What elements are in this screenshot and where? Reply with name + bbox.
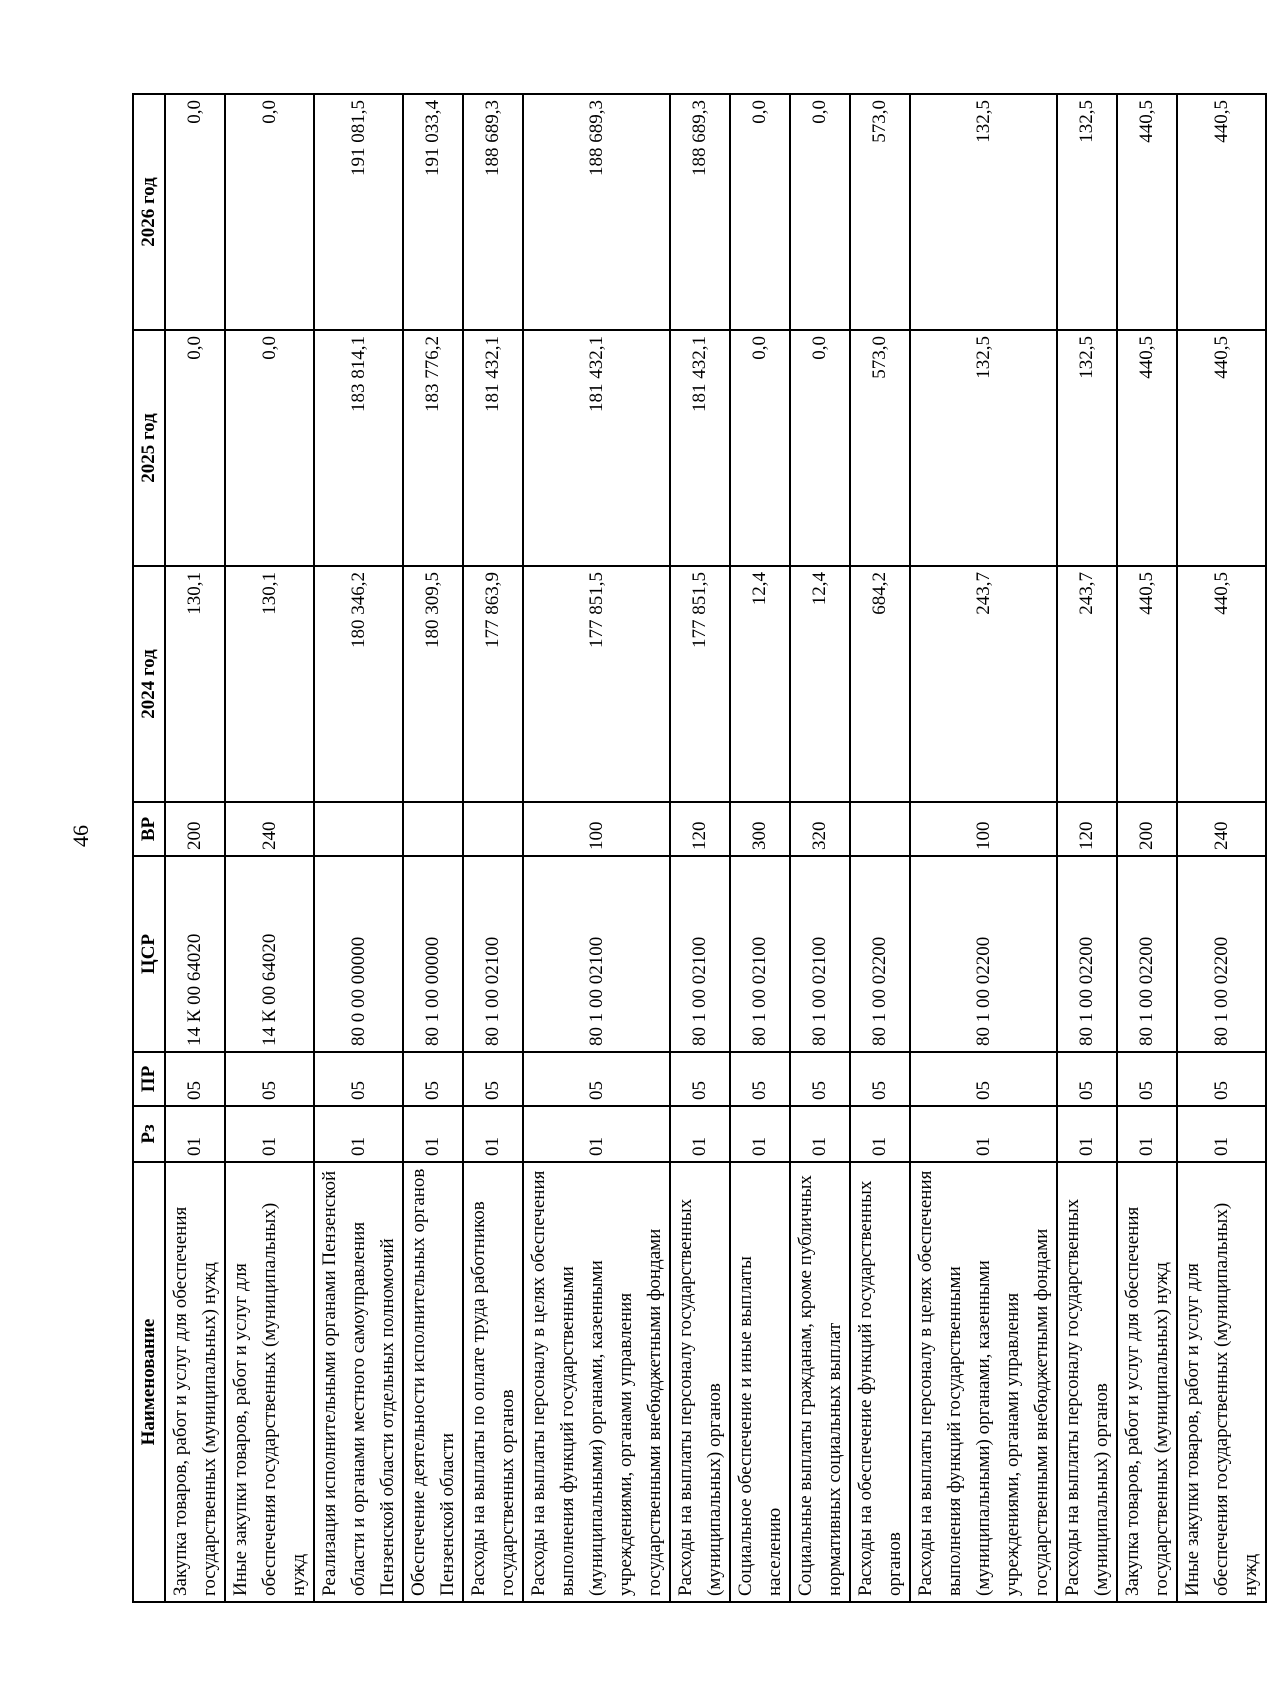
cell-2025: 181 432,1 [670,330,730,566]
cell-pr: 05 [1177,1052,1266,1106]
cell-2026: 188 689,3 [670,94,730,330]
cell-2026: 132,5 [910,94,1057,330]
table-row [314,94,403,1602]
cell-rz: 01 [670,1106,730,1162]
cell-2025: 183 776,2 [403,330,463,566]
cell-name: Иные закупки товаров, работ и услуг для обеспечения государственных (муниципальных) нужд [1177,1162,1266,1602]
cell-2026: 0,0 [225,94,314,330]
table-row [1117,94,1177,1602]
header-row [133,94,165,1602]
cell-2026: 440,5 [1117,94,1177,330]
cell-2025: 181 432,1 [523,330,670,566]
cell-name: Расходы на выплаты персоналу в целях обеспечения выполнения функций государственными (муниципальными) органами, казенными учреждениями, органами управления государственными внебюджетными фондами [910,1162,1057,1602]
cell-2026: 573,0 [850,94,910,330]
cell-2025: 0,0 [790,330,850,566]
cell-csr: 80 1 00 02100 [730,856,790,1052]
cell-2024: 177 851,5 [670,566,730,802]
cell-pr: 05 [225,1052,314,1106]
cell-2024: 130,1 [165,566,225,802]
cell-2026: 132,5 [1057,94,1117,330]
cell-pr: 05 [314,1052,403,1106]
cell-csr: 80 1 00 02100 [790,856,850,1052]
cell-name: Закупка товаров, работ и услуг для обеспечения государственных (муниципальных) нужд [165,1162,225,1602]
cell-pr: 05 [670,1052,730,1106]
table-row [790,94,850,1602]
cell-2026: 191 081,5 [314,94,403,330]
cell-rz: 01 [523,1106,670,1162]
cell-vr: 240 [1177,802,1266,856]
cell-2026: 191 033,4 [403,94,463,330]
cell-vr: 120 [670,802,730,856]
cell-csr: 80 1 00 02100 [463,856,523,1052]
table-row [165,94,225,1602]
cell-2024: 180 346,2 [314,566,403,802]
cell-2024: 177 851,5 [523,566,670,802]
cell-2026: 0,0 [165,94,225,330]
cell-rz: 01 [1057,1106,1117,1162]
cell-2024: 180 309,5 [403,566,463,802]
cell-rz: 01 [165,1106,225,1162]
cell-pr: 05 [790,1052,850,1106]
cell-vr: 100 [523,802,670,856]
cell-rz: 01 [850,1106,910,1162]
cell-pr: 05 [1057,1052,1117,1106]
cell-csr: 14 К 00 64020 [165,856,225,1052]
table-row [225,94,314,1602]
cell-2024: 243,7 [910,566,1057,802]
cell-2025: 573,0 [850,330,910,566]
table-row [1177,94,1266,1602]
cell-2025: 132,5 [1057,330,1117,566]
cell-rz: 01 [403,1106,463,1162]
cell-2026: 188 689,3 [523,94,670,330]
cell-csr: 80 1 00 02200 [1117,856,1177,1052]
table-row [1057,94,1117,1602]
cell-2024: 440,5 [1177,566,1266,802]
cell-name: Социальное обеспечение и иные выплаты населению [730,1162,790,1602]
cell-2025: 440,5 [1177,330,1266,566]
cell-vr [403,802,463,856]
cell-2025: 0,0 [730,330,790,566]
cell-csr: 80 0 00 00000 [314,856,403,1052]
header-2024: 2024 год [133,566,165,802]
cell-name: Реализация исполнительными органами Пензенской области и органами местного самоуправления Пензенской области отдельных полномочий [314,1162,403,1602]
cell-csr: 80 1 00 02200 [1057,856,1117,1052]
header-2025: 2025 год [133,330,165,566]
cell-pr: 05 [850,1052,910,1106]
cell-name: Расходы на выплаты персоналу государственных (муниципальных) органов [1057,1162,1117,1602]
table-row [403,94,463,1602]
cell-csr: 80 1 00 02200 [910,856,1057,1052]
header-csr: ЦСР [133,856,165,1052]
cell-vr: 300 [730,802,790,856]
cell-rz: 01 [225,1106,314,1162]
cell-2026: 0,0 [790,94,850,330]
budget-table-container [132,95,1261,1603]
cell-name: Обеспечение деятельности исполнительных органов Пензенской области [403,1162,463,1602]
cell-name: Расходы на выплаты по оплате труда работников государственных органов [463,1162,523,1602]
cell-csr: 80 1 00 02100 [670,856,730,1052]
cell-rz: 01 [910,1106,1057,1162]
cell-2024: 12,4 [790,566,850,802]
cell-2025: 132,5 [910,330,1057,566]
cell-rz: 01 [790,1106,850,1162]
cell-name: Иные закупки товаров, работ и услуг для обеспечения государственных (муниципальных) нужд [225,1162,314,1602]
cell-name: Социальные выплаты гражданам, кроме публичных нормативных социальных выплат [790,1162,850,1602]
header-rz: Рз [133,1106,165,1162]
cell-2024: 130,1 [225,566,314,802]
budget-table [132,93,1267,1603]
table-row [850,94,910,1602]
cell-vr: 120 [1057,802,1117,856]
cell-pr: 05 [910,1052,1057,1106]
header-pr: ПР [133,1052,165,1106]
cell-2024: 684,2 [850,566,910,802]
cell-pr: 05 [165,1052,225,1106]
cell-vr: 100 [910,802,1057,856]
table-header [133,94,165,1602]
cell-2026: 188 689,3 [463,94,523,330]
cell-name: Расходы на выплаты персоналу государственных (муниципальных) органов [670,1162,730,1602]
table-body [165,94,1266,1602]
cell-csr: 80 1 00 02200 [1177,856,1266,1052]
cell-vr: 240 [225,802,314,856]
header-vr: ВР [133,802,165,856]
cell-pr: 05 [463,1052,523,1106]
cell-vr [463,802,523,856]
table-row [730,94,790,1602]
cell-csr: 80 1 00 02200 [850,856,910,1052]
cell-vr [850,802,910,856]
cell-pr: 05 [523,1052,670,1106]
cell-csr: 80 1 00 02100 [523,856,670,1052]
cell-2024: 243,7 [1057,566,1117,802]
cell-rz: 01 [1117,1106,1177,1162]
cell-2024: 177 863,9 [463,566,523,802]
cell-2024: 440,5 [1117,566,1177,802]
cell-vr [314,802,403,856]
cell-vr: 200 [165,802,225,856]
cell-pr: 05 [1117,1052,1177,1106]
cell-rz: 01 [463,1106,523,1162]
cell-2026: 440,5 [1177,94,1266,330]
cell-2024: 12,4 [730,566,790,802]
table-row [523,94,670,1602]
cell-pr: 05 [730,1052,790,1106]
cell-pr: 05 [403,1052,463,1106]
cell-2025: 440,5 [1117,330,1177,566]
table-row [670,94,730,1602]
cell-name: Закупка товаров, работ и услуг для обеспечения государственных (муниципальных) нужд [1117,1162,1177,1602]
cell-rz: 01 [730,1106,790,1162]
page-number: 46 [68,825,93,847]
cell-2025: 0,0 [225,330,314,566]
cell-vr: 200 [1117,802,1177,856]
table-row [910,94,1057,1602]
cell-name: Расходы на выплаты персоналу в целях обеспечения выполнения функций государственными (муниципальными) органами, казенными учреждениями, органами управления государственными внебюджетными фондами [523,1162,670,1602]
cell-2025: 0,0 [165,330,225,566]
cell-csr: 14 К 00 64020 [225,856,314,1052]
header-name: Наименование [133,1162,165,1602]
cell-name: Расходы на обеспечение функций государственных органов [850,1162,910,1602]
table-row [463,94,523,1602]
cell-2025: 183 814,1 [314,330,403,566]
cell-2025: 181 432,1 [463,330,523,566]
cell-vr: 320 [790,802,850,856]
cell-rz: 01 [1177,1106,1266,1162]
cell-rz: 01 [314,1106,403,1162]
header-2026: 2026 год [133,94,165,330]
cell-2026: 0,0 [730,94,790,330]
cell-csr: 80 1 00 00000 [403,856,463,1052]
